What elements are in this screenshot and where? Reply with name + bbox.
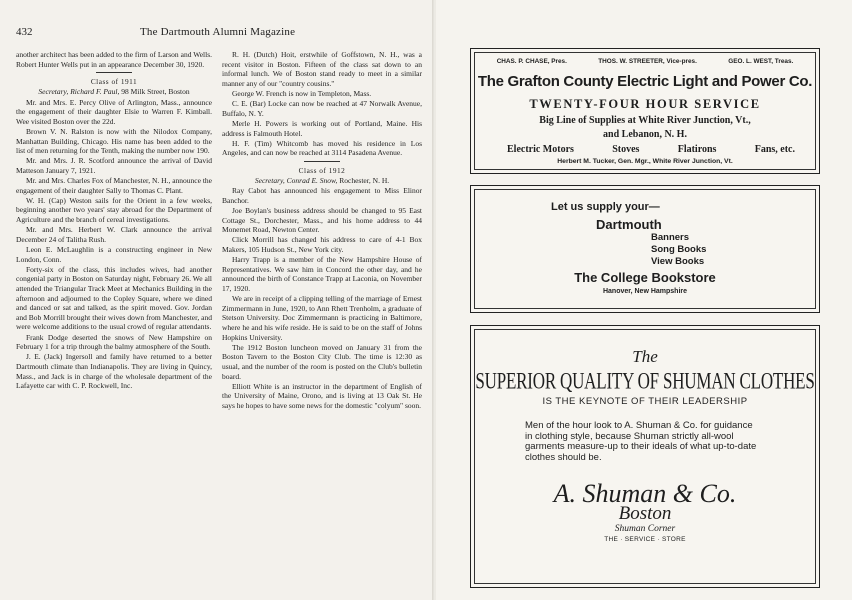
column-paragraph: C. E. (Bar) Locke can now be reached at 47 Norwalk Avenue, Buffalo, N. Y. [222,99,422,118]
column-paragraph: Mr. and Mrs. Herbert W. Clark announce the arrival December 24 of Talitha Rush. [16,225,212,244]
ad-signature: A. Shuman & Co. [553,479,737,508]
ad-signature-city: Boston [618,503,672,524]
officer-vice-president: THOS. W. STREETER, Vice-pres. [598,58,697,65]
column-paragraph: Leon E. McLaughlin is a constructing engineer in New London, Conn. [16,245,212,264]
ad-service-line: TWENTY-FOUR HOUR SERVICE [529,97,761,111]
column-paragraph: W. H. (Cap) Weston sails for the Orient in a few weeks, beginning another two years' stay abroad for the Department of Agriculture and the branch of cereal investigations. [16,195,212,225]
ad-corner-line: Shuman Corner [614,524,676,534]
column-paragraph: Ray Cabot has announced his engagement to Miss Elinor Banchor. [222,186,422,205]
product-item: Electric Motors [507,144,574,155]
class-secretary-1911 [16,87,212,97]
ad-college-bookstore [470,185,820,313]
column-left [16,50,212,391]
ad-keynote: IS THE KEYNOTE OF THEIR LEADERSHIP [542,396,748,407]
secretary-address: 98 Milk Street, Boston [121,87,190,97]
ad-shuman-clothes [470,325,820,588]
column-paragraph: Brown V. N. Ralston is now with the Nilodox Company, Manhattan Building, Chicago. His name has been added to the list of men returning for the Tenth, making the number now 190. [16,126,212,156]
officer-treasurer: GEO. L. WEST, Treas. [728,58,794,65]
rule-divider [96,72,132,73]
ad-store-name: The College Bookstore [574,270,716,285]
column-right [222,50,422,411]
ad-the-word: The [632,347,658,366]
ad-location-line: and Lebanon, N. H. [603,129,687,140]
class-secretary-1912 [222,176,422,186]
ad-body-copy: Men of the hour look to A. Shuman & Co. for guidance in clothing style, because Shuman strictly all-wool garments measure-up to their ideals of what up-to-date clothes should be. [525,420,757,463]
secretary-label: Secretary, Conrad E. Snow, [254,176,338,186]
column-paragraph: We are in receipt of a clipping telling of the marriage of Ernest Zimmermann in June, 1920, to Ann Rhett Trenholm, a graduate of Stetson University. Doc Zimmermann is practicing in Baltimore, where he and his wife reside. He is said to be on the staff of Johns Hopkins University. [222,294,422,342]
ad-supplies-line: Big Line of Supplies at White River Junction, Vt., [539,115,751,126]
list-item: Banners [651,232,690,243]
column-paragraph: Mr. and Mrs. J. R. Scotford announce the arrival of David Matteson January 7, 1921. [16,156,212,175]
ad-dartmouth-word: Dartmouth [596,217,662,232]
officer-president: CHAS. P. CHASE, Pres. [496,58,567,65]
class-heading-1912: Class of 1912 [298,165,346,175]
list-item: View Books [651,256,705,267]
list-item: Song Books [651,244,707,255]
ad-officers [481,58,809,65]
column-paragraph: another architect has been added to the firm of Larson and Wells. Robert Hunter Wells put in an appearance December 30, 1920. [16,50,212,69]
column-paragraph: Frank Dodge deserted the snows of New Hampshire on February 1 for a trip through the balmy atmosphere of the South. [16,332,212,352]
column-paragraph: Harry Trapp is a member of the New Hampshire House of Representatives. We saw him in Concord the other day, and he announced the birth of Constance Trapp at Laconia, on November 17, 1920. [222,255,422,293]
column-paragraph: Elliott White is an instructor in the department of English of the University of Maine, Orono, and is living at 13 Oak St. He says he hopes to have some news for the domestic "colyum" soon. [222,381,422,410]
product-item: Stoves [612,144,640,155]
column-paragraph: Click Morrill has changed his address to care of 4-1 Box Makers, 105 Hudson St., New York city. [222,235,422,255]
product-item: Flatirons [677,144,717,155]
product-item: Fans, etc. [754,144,795,155]
rule-divider [304,161,340,162]
ad-products [507,144,795,155]
column-paragraph: Mr. and Mrs. E. Percy Olive of Arlington, Mass., announce the engagement of their daughter Elsie to Warren F. Kimball. Wee visited Boston over the 22d. [16,97,212,126]
journal-title: The Dartmouth Alumni Magazine [140,26,296,38]
ad-grafton-electric [470,48,820,174]
ad-store-town: Hanover, New Hampshire [602,288,688,295]
class-heading-1911: Class of 1911 [90,77,138,87]
column-paragraph: R. H. (Dutch) Hoit, erstwhile of Goffstown, N. H., was a recent visitor in Boston. Fifteen of the class sat down to an informal lunch. We of Boston stand ready to meet in a similar manner any of our "country cousins." [222,50,422,88]
ad-item-list [651,232,706,268]
ad-supply-line: Let us supply your— [551,201,660,213]
column-paragraph: Joe Boylan's business address should be changed to 95 East Cottage St., Dorchester, Mass., and his home address to 44 Monemet Road, Newton Center. [222,206,422,235]
column-paragraph: George W. French is now in Templeton, Mass. [232,88,372,98]
page-number: 432 [16,26,33,38]
secretary-label: Secretary, Richard F. Paul, [38,87,120,97]
column-paragraph: H. F. (Tim) Whitcomb has moved his residence in Los Angeles, and can now be reached at 3114 Pasadena Avenue. [222,138,422,158]
column-paragraph: Mr. and Mrs. Charles Fox of Manchester, N. H., announce the engagement of their daughter Sally to Thomas C. Plant. [16,176,212,195]
column-paragraph: J. E. (Jack) Ingersoll and family have returned to a better Dartmouth climate than Indianapolis. They are living in Quincy, Mass., and Jack is in charge of the wholesale department of the Lafayette car with C. P. Rockwell, Inc. [16,352,212,391]
ad-tagline: THE · SERVICE · STORE [604,536,686,543]
secretary-address: Rochester, N. H. [339,176,390,186]
column-paragraph: Merle H. Powers is working out of Portland, Maine. His address is Falmouth Hotel. [222,118,422,138]
ad-company-name: The Grafton County Electric Light and Power Co. [477,73,813,90]
ad-headline: SUPERIOR QUALITY OF SHUMAN CLOTHES [475,368,815,394]
ad-manager-line: Herbert M. Tucker, Gen. Mgr., White River Junction, Vt. [557,158,733,165]
column-paragraph: Forty-six of the class, this includes wives, had another congenial party in Boston on Saturday night, February 26. We all attended the Triangular Track Meet at Mechanics Building in the afternoon and adjourned to the Copley Square, where we dined and danced or sat and talked, as the spirit moved. Gov. Jordan and Bob Morrill brought their wives down from Manchester, and were welcome additions to the usual crowd of regular attendants. [16,264,212,332]
column-paragraph: The 1912 Boston luncheon moved on January 31 from the Boston Tavern to the Boston City Club. The time is 12:30 as usual, and the number of the room is posted on the Club's bulletin board. [222,342,422,381]
running-head [16,26,426,40]
